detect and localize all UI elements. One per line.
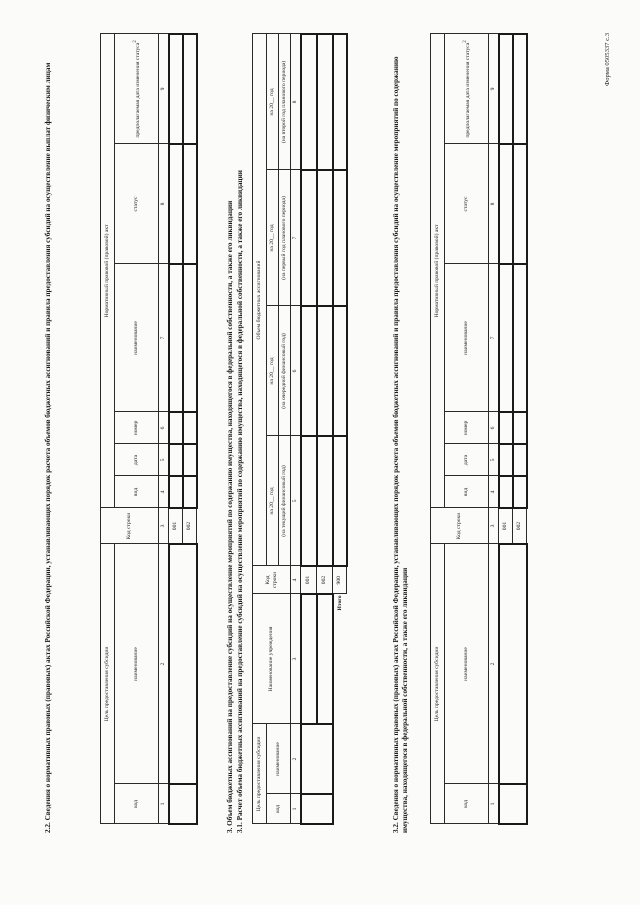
table-cell[interactable]	[183, 444, 197, 476]
col-num: 8	[159, 144, 169, 264]
header-status: статус	[115, 144, 159, 264]
table-cell[interactable]	[301, 170, 317, 306]
table-cell[interactable]	[499, 476, 513, 508]
header-line-code: Код строки	[431, 508, 489, 544]
row-code: 001	[499, 508, 513, 544]
col-num: 5	[489, 444, 499, 476]
col-num: 3	[291, 594, 301, 724]
table-cell[interactable]	[317, 436, 333, 566]
header-type: вид	[445, 476, 489, 508]
header-status: статус	[445, 144, 489, 264]
table-cell[interactable]	[169, 264, 183, 412]
col-num: 8	[489, 144, 499, 264]
table-3-1	[252, 33, 348, 825]
section-3-1-heading: 3.1. Расчет объема бюджетных ассигнований на предоставление субсидий на осуществление мероприятий по содержанию имущества, находящегося в федеральной собственности, а также его ликвидации	[236, 170, 244, 833]
year-current: на 20__ год	[267, 436, 279, 566]
col-num: 3	[489, 508, 499, 544]
period-second: (на второй год планового периода)	[279, 34, 291, 170]
table-cell[interactable]	[499, 544, 527, 784]
table-cell[interactable]	[317, 594, 333, 724]
table-cell[interactable]	[169, 444, 183, 476]
col-num: 7	[159, 264, 169, 412]
table-cell[interactable]	[499, 784, 527, 824]
header-purpose: Цель предоставления субсидии	[431, 544, 445, 824]
col-num: 2	[159, 544, 169, 784]
table-cell[interactable]	[513, 264, 527, 412]
table-cell[interactable]	[317, 34, 333, 170]
col-num: 2	[291, 724, 301, 794]
header-line-code: Код строки	[101, 508, 159, 544]
table-cell[interactable]	[183, 476, 197, 508]
header-institution: Наименование учреждения	[253, 594, 291, 724]
section-2-2-heading: 2.2. Сведения о нормативных правовых (правовых) актах Российской Федерации, устанавливающих порядок расчета объемов бюджетных ассигнований и правила предоставления субсидий на осуществление выплат физическим лицам	[44, 62, 52, 833]
table-cell[interactable]	[333, 436, 347, 566]
table-cell[interactable]	[169, 544, 197, 784]
table-cell[interactable]	[333, 170, 347, 306]
period-first: (на первый год планового периода)	[279, 170, 291, 306]
header-code: код	[445, 784, 489, 824]
table-2-2	[100, 33, 198, 825]
col-num: 4	[489, 476, 499, 508]
col-num: 4	[291, 566, 301, 594]
col-num: 9	[159, 34, 169, 144]
table-cell[interactable]	[169, 34, 183, 144]
form-code: Форма 0505337 с.3	[604, 32, 611, 86]
row-code: 001	[301, 566, 317, 594]
header-name: наименование	[115, 544, 159, 784]
table-cell[interactable]	[301, 794, 333, 824]
header-number: номер	[115, 412, 159, 444]
period-next: (на очередной финансовый год)	[279, 306, 291, 436]
header-volume: Объем бюджетных ассигнований	[253, 34, 267, 566]
table-cell[interactable]	[499, 412, 513, 444]
total-code: 900	[333, 566, 347, 594]
table-cell[interactable]	[301, 34, 317, 170]
table-cell[interactable]	[301, 724, 333, 794]
table-cell[interactable]	[513, 144, 527, 264]
col-num: 6	[159, 412, 169, 444]
col-num: 6	[489, 412, 499, 444]
table-cell[interactable]	[183, 34, 197, 144]
table-cell[interactable]	[333, 306, 347, 436]
header-npa: Нормативный правовой (правовой) акт	[101, 34, 115, 508]
header-status-date: предполагаемая дата изменения статуса$^2$	[445, 34, 489, 144]
header-code: код	[115, 784, 159, 824]
year-first: на 20__ год	[267, 170, 279, 306]
header-npa-name: наименование	[115, 264, 159, 412]
header-purpose: Цель предоставления субсидии	[101, 544, 115, 824]
table-cell[interactable]	[301, 436, 317, 566]
table-cell[interactable]	[169, 476, 183, 508]
section-3-heading: 3. Объем бюджетных ассигнований на предоставление субсидий на осуществление мероприятий по содержанию имущества, находящегося в федеральной собственности, а также его ликвидации	[226, 200, 234, 833]
table-cell[interactable]	[513, 34, 527, 144]
row-code: 002	[317, 566, 333, 594]
header-purpose: Цель предоставления субсидии	[253, 724, 267, 824]
header-number: номер	[445, 412, 489, 444]
col-num: 5	[159, 444, 169, 476]
table-cell[interactable]	[513, 476, 527, 508]
year-next: на 20__ год	[267, 306, 279, 436]
table-cell[interactable]	[317, 306, 333, 436]
col-num: 8	[291, 34, 301, 170]
col-num: 6	[291, 306, 301, 436]
col-num: 9	[489, 34, 499, 144]
table-cell[interactable]	[183, 144, 197, 264]
row-code: 002	[513, 508, 527, 544]
col-num: 7	[489, 264, 499, 412]
header-npa-name: наименование	[445, 264, 489, 412]
total-label: Итого	[336, 595, 343, 611]
table-cell[interactable]	[499, 34, 513, 144]
col-num: 2	[489, 544, 499, 784]
header-name: наименование	[267, 724, 291, 794]
row-code: 002	[183, 508, 197, 544]
col-num: 3	[159, 508, 169, 544]
header-name: наименование	[445, 544, 489, 784]
table-cell[interactable]	[169, 144, 183, 264]
header-line-code: Код строки	[253, 566, 291, 594]
col-num: 1	[291, 794, 301, 824]
header-type: вид	[115, 476, 159, 508]
col-num: 4	[159, 476, 169, 508]
col-num: 7	[291, 170, 301, 306]
header-date: дата	[115, 444, 159, 476]
col-num: 1	[489, 784, 499, 824]
header-status-date: предполагаемая дата изменения статуса$^2$	[115, 34, 159, 144]
table-cell[interactable]	[333, 34, 347, 170]
table-cell[interactable]	[301, 306, 317, 436]
row-code: 001	[169, 508, 183, 544]
table-cell[interactable]	[183, 412, 197, 444]
table-cell[interactable]	[499, 144, 513, 264]
header-code: код	[267, 794, 291, 824]
header-date: дата	[445, 444, 489, 476]
header-npa: Нормативный правовой (правовой) акт	[431, 34, 445, 508]
table-cell[interactable]	[499, 444, 513, 476]
table-cell[interactable]	[169, 412, 183, 444]
col-num: 1	[159, 784, 169, 824]
section-3-2-heading: 3.2. Сведения о нормативных правовых (правовых) актах Российской Федерации, устанавливающих порядок расчета объемов бюджетных ассигнований и правила предоставления субсидий на осуществление мероприятий по содержанию имущества, находящегося в федеральной собственности, а также его ликвидации	[392, 56, 409, 833]
table-3-2	[430, 33, 528, 825]
table-cell[interactable]	[513, 444, 527, 476]
table-cell[interactable]	[513, 412, 527, 444]
col-num: 5	[291, 436, 301, 566]
table-cell[interactable]	[317, 170, 333, 306]
period-current: (на текущий финансовый год)	[279, 436, 291, 566]
table-cell[interactable]	[169, 784, 197, 824]
table-cell[interactable]	[301, 594, 317, 724]
table-cell[interactable]	[183, 264, 197, 412]
year-second: на 20__ год	[267, 34, 279, 170]
table-cell[interactable]	[499, 264, 513, 412]
